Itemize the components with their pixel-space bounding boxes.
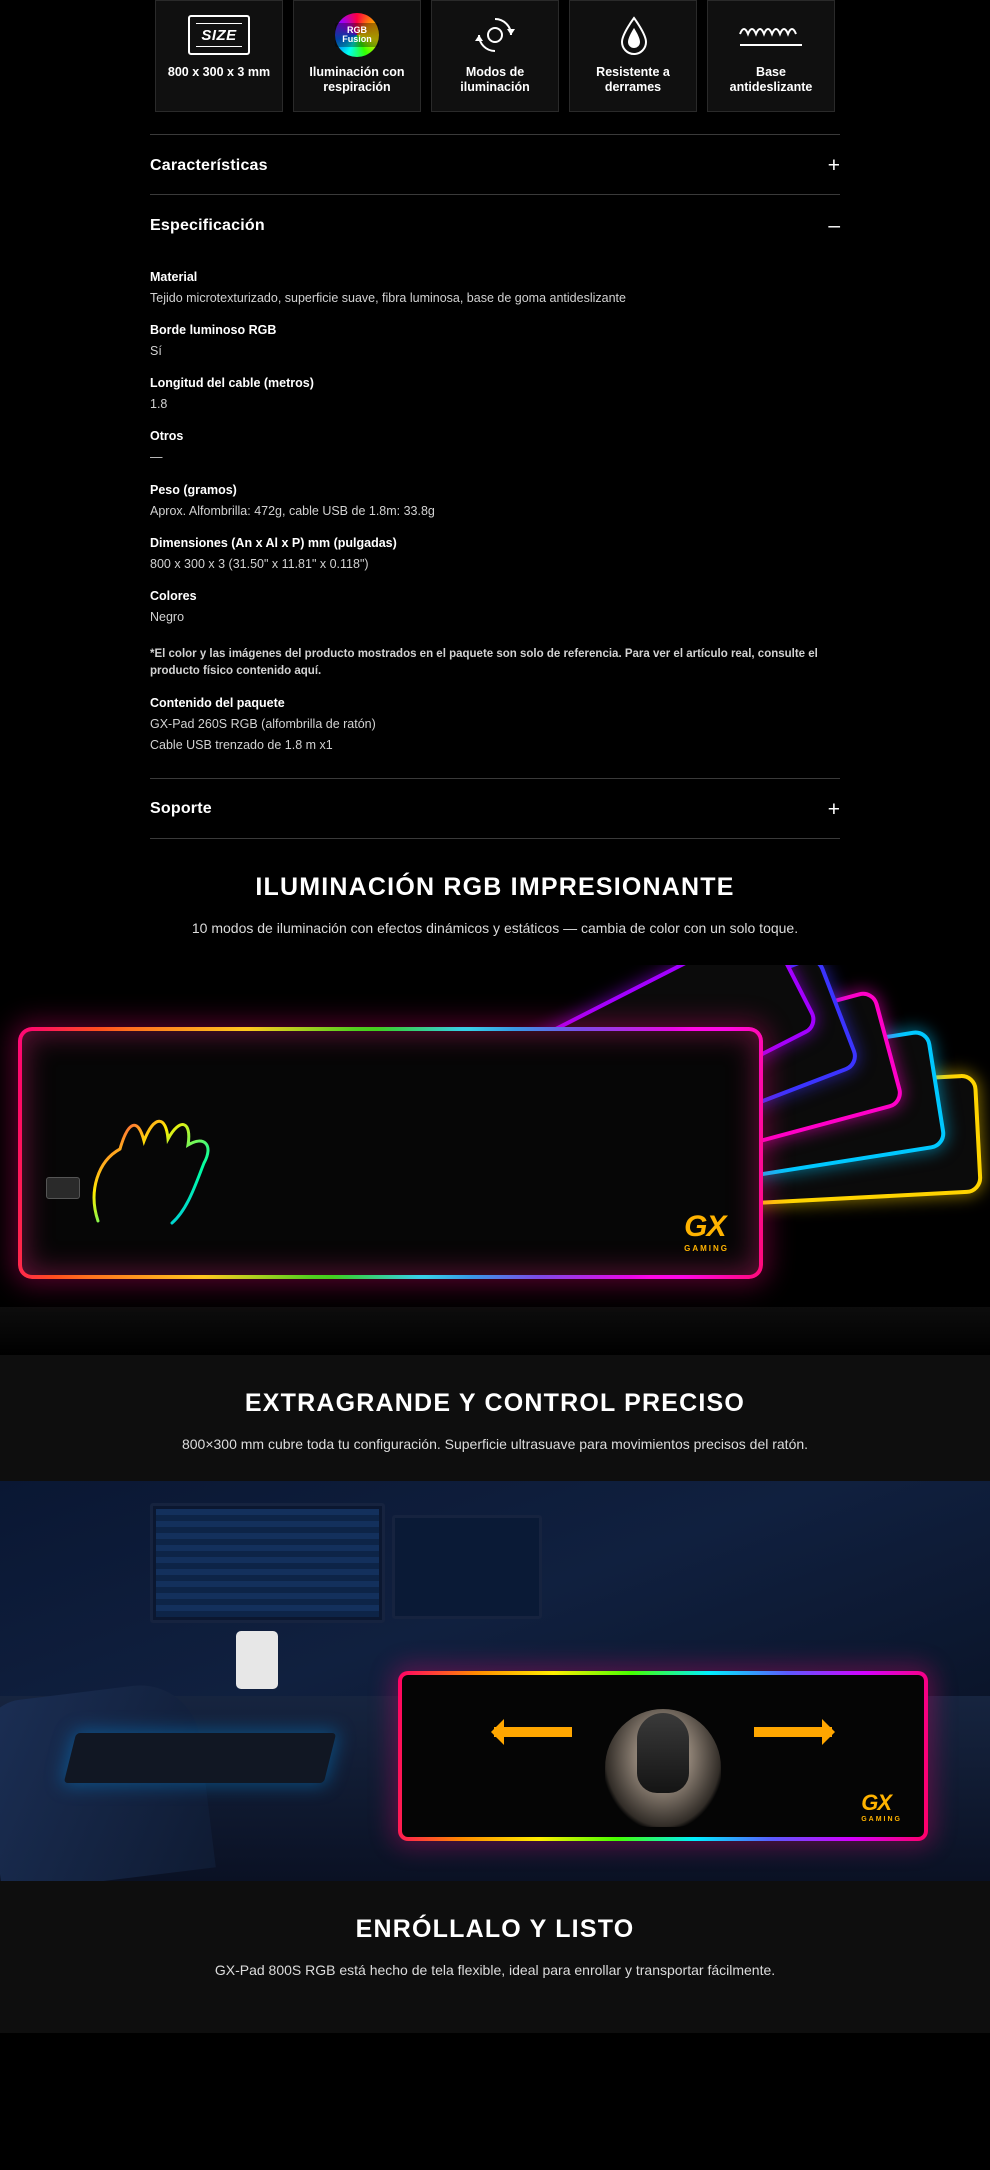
rgb-fusion-icon [335, 9, 379, 61]
gx-logo: GX GAMING [684, 1209, 729, 1253]
mousepad-on-desk [398, 1671, 928, 1841]
feature-card-spill-resistant [569, 0, 697, 112]
gx-logo: GX GAMING [861, 1789, 902, 1823]
feature-label-breathing: Iluminación con respiración [309, 65, 405, 95]
feature-label-modes: Modos de iluminación [460, 65, 530, 95]
accordion-title-soporte: Soporte [150, 800, 212, 818]
accordion-header-soporte[interactable] [150, 778, 840, 839]
promo-section-rollable [0, 1881, 990, 2007]
spec-key: Peso (gramos) [150, 482, 237, 497]
spec-value: 1.8 [150, 397, 168, 412]
spec-key: Otros [150, 429, 184, 444]
accordion-header-especificacion[interactable] [150, 194, 840, 254]
accordion-title-especificacion: Especificación [150, 216, 265, 234]
promo-title-rgb: ILUMINACIÓN RGB IMPRESIONANTE [255, 872, 735, 901]
feature-label-base: Base antideslizante [729, 65, 813, 95]
specification-body [150, 270, 840, 778]
feature-label-spill: Resistente a derrames [596, 65, 670, 95]
spec-key: Borde luminoso RGB [150, 323, 277, 338]
promo-title-size: EXTRAGRANDE Y CONTROL PRECISO [244, 1388, 746, 1417]
usb-cable-plug [46, 1177, 80, 1199]
spec-value: 800 x 300 x 3 (31.50" x 11.81" x 0.118") [150, 556, 369, 571]
page-bottom-spacer [0, 2007, 990, 2033]
spec-value: Tejido microtexturizado, superficie suave, fibra luminosa, base de goma antideslizante [150, 291, 626, 305]
main-mousepad [18, 1027, 763, 1279]
gaming-keyboard [64, 1733, 336, 1783]
promo-section-size [0, 1355, 990, 1481]
arrow-right-icon [754, 1727, 832, 1737]
mouse [637, 1713, 689, 1793]
monitor-primary [150, 1503, 385, 1623]
plus-icon: + [827, 154, 840, 177]
feature-card-size [155, 0, 283, 112]
feature-card-anti-slip [707, 0, 835, 112]
spec-value: — [150, 450, 163, 465]
water-drop-icon [619, 9, 647, 61]
floor-reflection [0, 1307, 990, 1355]
hero-image-desk-setup [0, 1481, 990, 1881]
anti-slip-base-icon [738, 9, 804, 61]
hand-outline-graphic [68, 1091, 278, 1246]
spec-value: Sí [150, 344, 162, 359]
package-contents-key: Contenido del paquete [150, 696, 285, 711]
size-icon-text: SIZE [201, 26, 237, 44]
promo-section-rgb [0, 839, 990, 965]
product-accordion [0, 134, 990, 839]
spec-value: Negro [150, 609, 185, 624]
spec-key: Material [150, 270, 198, 284]
spec-key: Dimensiones (An x Al x P) mm (pulgadas) [150, 535, 397, 550]
promo-subtitle-rgb: 10 modos de iluminación con efectos dinámicos y estáticos — cambia de color con un solo toque. [191, 919, 799, 936]
rgb-fusion-icon-text: RGB Fusion [335, 23, 379, 48]
minus-icon: – [828, 214, 840, 237]
accordion-title-caracteristicas: Características [150, 156, 268, 174]
spec-disclaimer: *El color y las imágenes del producto mostrados en el paquete son solo de referencia. Para ver el artículo real, consulte el producto físico contenido aquí. [150, 647, 818, 678]
hero-image-rgb-pads [0, 965, 990, 1355]
monitor-secondary [392, 1515, 542, 1619]
package-contents-line-2: Cable USB trenzado de 1.8 m x1 [150, 737, 333, 752]
feature-card-rgb-fusion [293, 0, 421, 112]
feature-card-lighting-modes [431, 0, 559, 112]
arrow-left-icon [494, 1727, 572, 1737]
accordion-header-caracteristicas[interactable] [150, 134, 840, 194]
plus-icon: + [827, 797, 840, 821]
promo-subtitle-rollable: GX-Pad 800S RGB está hecho de tela flexible, ideal para enrollar y transportar fácilmente. [214, 1961, 776, 1978]
size-icon [188, 9, 250, 61]
lighting-modes-icon [472, 9, 518, 61]
feature-icon-strip [0, 0, 990, 134]
spec-key: Colores [150, 588, 197, 603]
speaker [236, 1631, 278, 1689]
feature-label-size: 800 x 300 x 3 mm [167, 65, 271, 79]
spec-value: Aprox. Alfombrilla: 472g, cable USB de 1.8m: 33.8g [150, 503, 435, 518]
promo-subtitle-size: 800×300 mm cubre toda tu configuración. Superficie ultrasuave para movimientos precisos del ratón. [181, 1435, 809, 1452]
spec-key: Longitud del cable (metros) [150, 376, 314, 391]
package-contents-line-1: GX-Pad 260S RGB (alfombrilla de ratón) [150, 717, 376, 732]
promo-title-rollable: ENRÓLLALO Y LISTO [355, 1914, 635, 1943]
